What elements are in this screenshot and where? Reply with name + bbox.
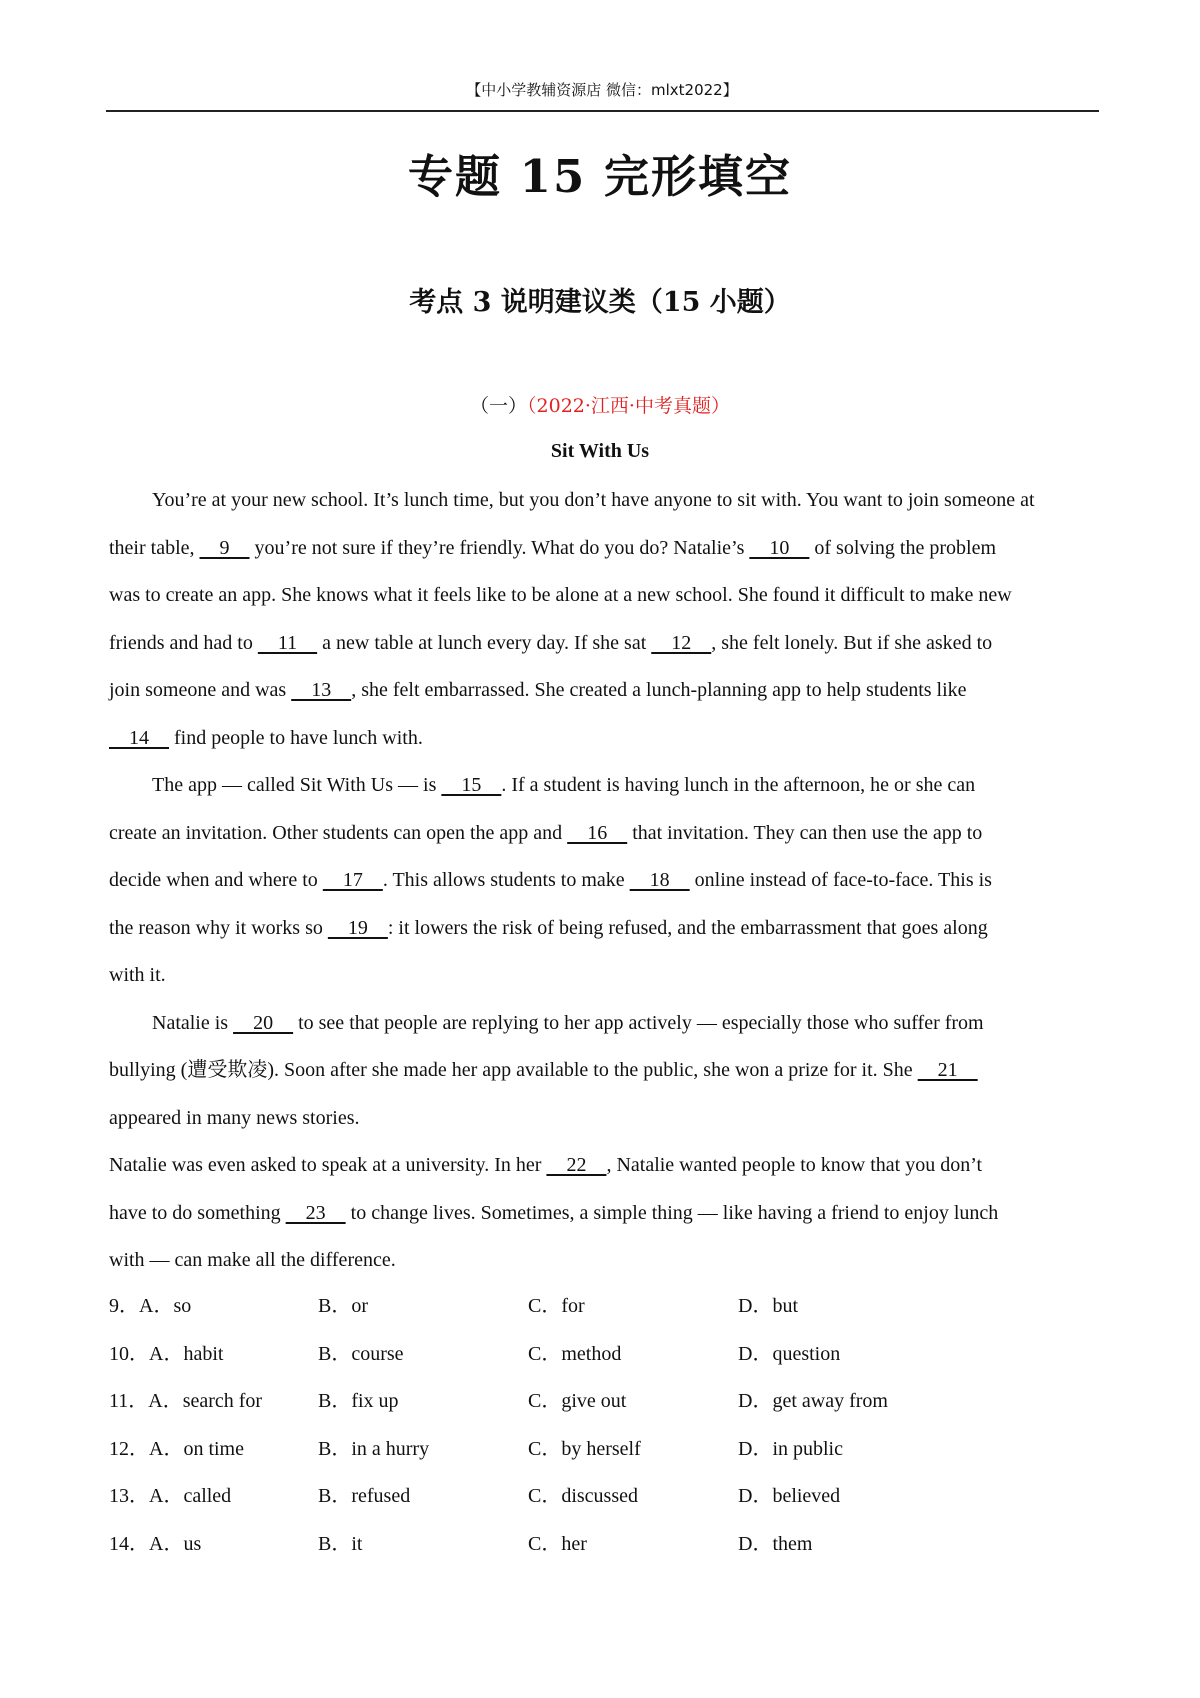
text: with it. — [109, 964, 166, 986]
paragraph-line — [109, 620, 1101, 668]
blank-10: 10 — [749, 536, 810, 559]
text: to see that people are replying to her app actively — especially those who suffer from — [293, 1011, 984, 1034]
option-d: D．but — [738, 1295, 798, 1317]
blank-14: 14 — [109, 726, 169, 749]
option-c: C．for — [528, 1295, 585, 1317]
main-title: 专题 15 完形填空 — [408, 150, 792, 203]
paragraph-line — [109, 810, 1101, 858]
option-a: 14．A．us — [109, 1532, 202, 1555]
text: You’re at your new school. It’s lunch time, but you don’t have anyone to sit with. You want to join someone at — [152, 489, 1035, 511]
text: Natalie is — [152, 1011, 234, 1034]
answer-options — [109, 1283, 1101, 1568]
source-detail: （2022·江西·中考真题） — [527, 395, 730, 417]
text: Natalie was even asked to speak at a university. In her — [109, 1154, 547, 1176]
text: find people to have lunch with. — [169, 726, 423, 749]
question-row-10 — [109, 1331, 1101, 1379]
text: create an invitation. Other students can open the app and — [109, 821, 568, 844]
paragraph-line — [109, 1237, 1101, 1285]
option-b: B．fix up — [318, 1390, 399, 1412]
paragraph-line — [109, 525, 1101, 573]
option-c: C．method — [528, 1342, 622, 1365]
blank-16: 16 — [567, 821, 628, 844]
option-d: D．in public — [738, 1437, 843, 1460]
blank-22: 22 — [546, 1154, 607, 1176]
text: of solving the problem — [809, 536, 997, 559]
question-row-12 — [109, 1426, 1101, 1474]
text: . This allows students to make — [382, 869, 630, 891]
text: , Natalie wanted people to know that you don’t — [606, 1154, 983, 1176]
option-d: D．get away from — [738, 1390, 888, 1412]
option-b: B．course — [318, 1342, 404, 1365]
option-b: B．in a hurry — [318, 1437, 430, 1460]
text: decide when and where to — [109, 869, 323, 891]
option-a: 10．A．habit — [109, 1342, 224, 1365]
text: to change lives. Sometimes, a simple thing — like having a friend to enjoy lunch — [345, 1201, 999, 1224]
option-d: D．them — [738, 1532, 813, 1555]
paragraph-line — [109, 762, 1101, 810]
text: . If a student is having lunch in the afternoon, he or she can — [501, 774, 976, 796]
blank-11: 11 — [257, 631, 318, 654]
text: was to create an app. She knows what it feels like to be alone at a new school. She found it difficult to make new — [109, 584, 1012, 606]
option-a: 12．A．on time — [109, 1437, 244, 1460]
text: have to do something — [109, 1201, 286, 1224]
question-row-13 — [109, 1473, 1101, 1521]
text: appeared in many news stories. — [109, 1106, 360, 1129]
blank-19: 19 — [327, 916, 388, 939]
text: that invitation. They can then use the app to — [627, 821, 983, 844]
question-row-11 — [109, 1378, 1101, 1426]
paragraph-line — [109, 667, 1101, 715]
paragraph-line — [109, 1047, 1101, 1095]
header-divider — [106, 110, 1099, 112]
option-b: B．refused — [318, 1485, 411, 1507]
option-a: 13．A．called — [109, 1485, 232, 1507]
paragraph-line — [109, 1142, 1101, 1190]
paragraph-line — [109, 715, 1101, 763]
paragraph-line — [109, 572, 1101, 620]
passage-body — [109, 477, 1101, 1285]
page-header: 【中小学教辅资源店 微信：mlxt2022】 — [466, 81, 738, 99]
text: the reason why it works so — [109, 916, 328, 939]
option-c: C．discussed — [528, 1485, 638, 1507]
option-c: C．her — [528, 1532, 587, 1555]
paragraph-line — [109, 477, 1101, 525]
blank-17: 17 — [322, 869, 383, 891]
option-a: 11．A．search for — [109, 1390, 263, 1412]
text: : it lowers the risk of being refused, and the embarrassment that goes along — [387, 916, 988, 939]
blank-20: 20 — [233, 1011, 294, 1034]
blank-12: 12 — [651, 631, 712, 654]
text: friends and had to — [109, 631, 258, 654]
text: online instead of face-to-face. This is — [689, 869, 992, 891]
text: bullying (遭受欺凌). Soon after she made her app available to the public, she won a prize for it. She — [109, 1059, 918, 1081]
text: join someone and was — [109, 679, 292, 701]
source-line — [0, 391, 1200, 418]
option-b: B．or — [318, 1295, 368, 1317]
blank-23: 23 — [285, 1201, 346, 1224]
question-row-14 — [109, 1521, 1101, 1569]
option-d: D．question — [738, 1342, 841, 1365]
source-prefix: （一） — [470, 395, 528, 417]
text: The app — called Sit With Us — is — [152, 774, 442, 796]
paragraph-line — [109, 1095, 1101, 1143]
option-d: D．believed — [738, 1485, 841, 1507]
blank-21: 21 — [917, 1059, 978, 1081]
blank-15: 15 — [441, 774, 502, 796]
blank-18: 18 — [629, 869, 690, 891]
blank-13: 13 — [291, 679, 352, 701]
passage-title: Sit With Us — [550, 440, 650, 462]
text: , she felt embarrassed. She created a lunch-planning app to help students like — [351, 679, 967, 701]
paragraph-line — [109, 1000, 1101, 1048]
option-c: C．by herself — [528, 1437, 641, 1460]
paragraph-line — [109, 952, 1101, 1000]
text: a new table at lunch every day. If she sat — [317, 631, 652, 654]
blank-9: 9 — [199, 536, 250, 559]
question-row-9 — [109, 1283, 1101, 1331]
sub-title: 考点 3 说明建议类（15 小题） — [409, 287, 791, 318]
paragraph-line — [109, 1190, 1101, 1238]
text: their table, — [109, 536, 200, 559]
option-a: 9．A．so — [109, 1295, 192, 1317]
option-c: C．give out — [528, 1390, 627, 1412]
paragraph-line — [109, 905, 1101, 953]
text: with — can make all the difference. — [109, 1249, 396, 1271]
option-b: B．it — [318, 1532, 363, 1555]
text: , she felt lonely. But if she asked to — [711, 631, 993, 654]
paragraph-line — [109, 857, 1101, 905]
text: you’re not sure if they’re friendly. What do you do? Natalie’s — [249, 536, 750, 559]
